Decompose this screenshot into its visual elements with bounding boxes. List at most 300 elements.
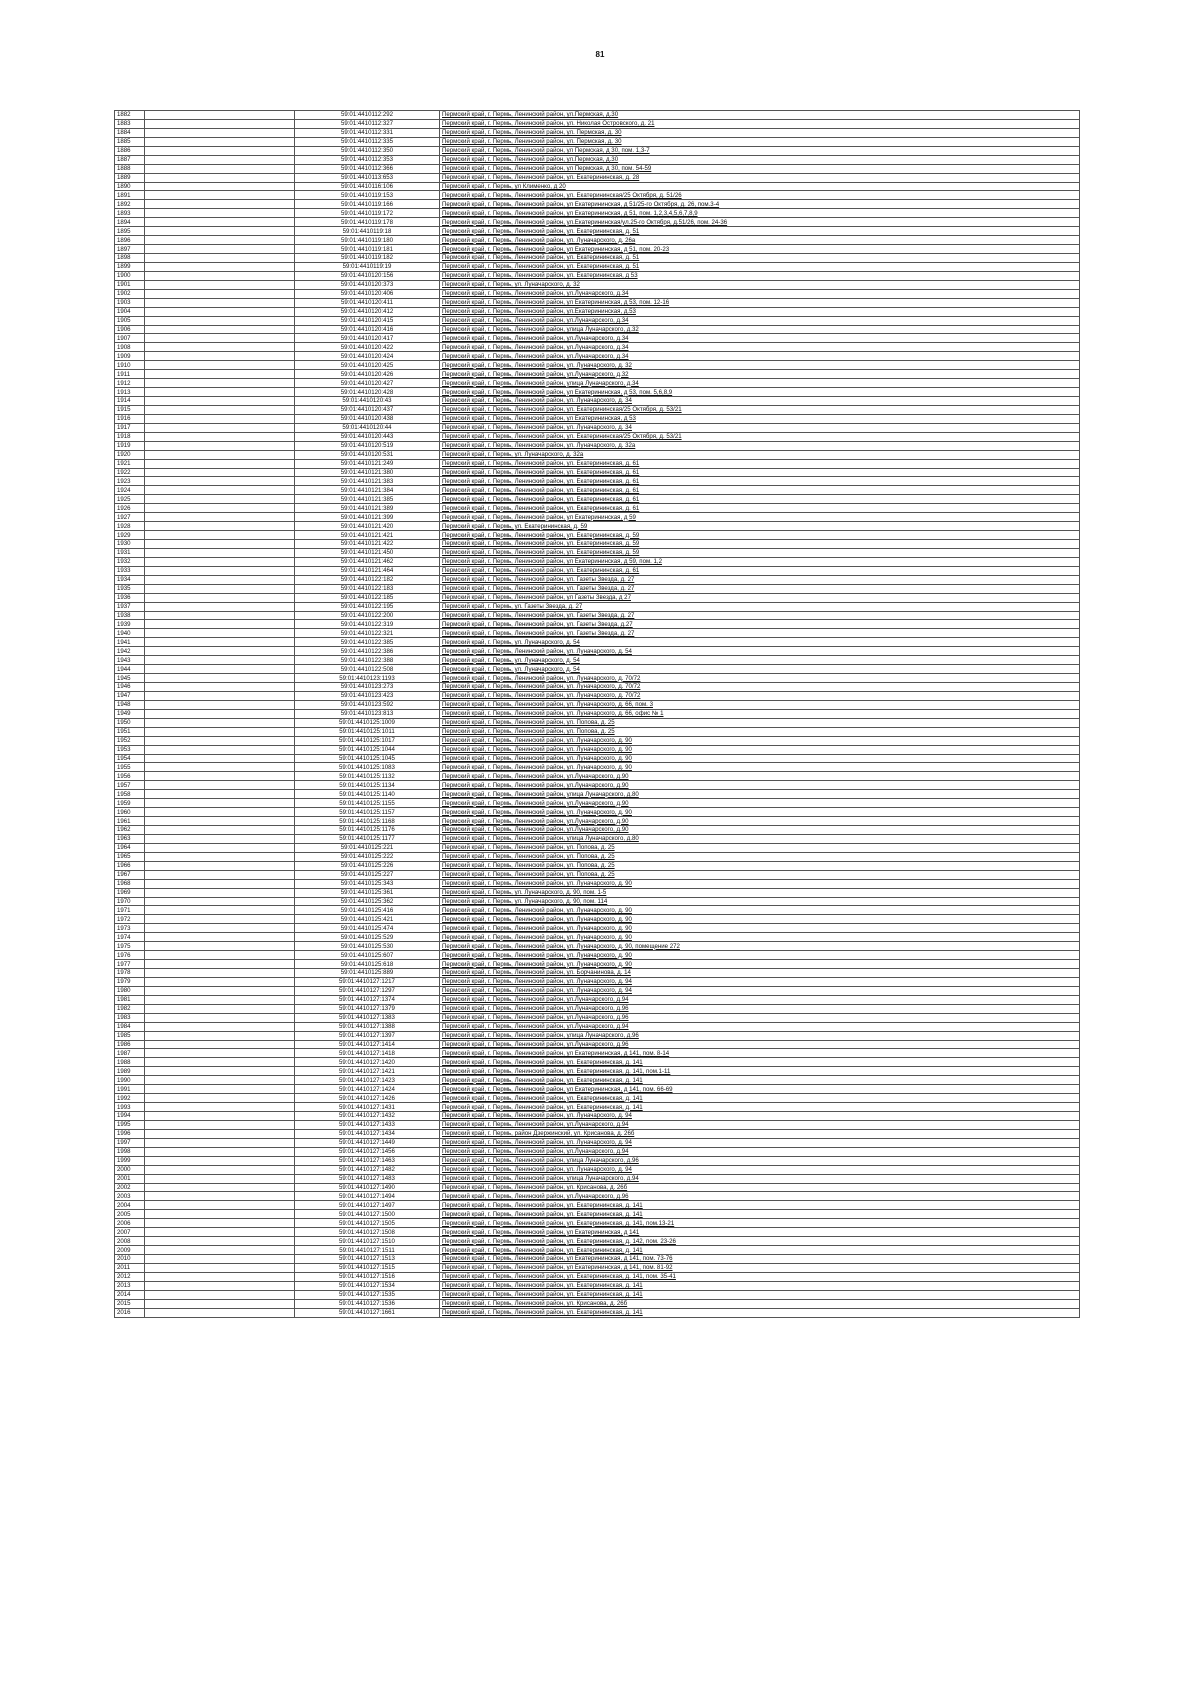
- cadastral-number: 59:01:4410120:43: [295, 397, 440, 406]
- empty-cell: [145, 718, 295, 727]
- table-row: [115, 834, 1080, 843]
- empty-cell: [145, 262, 295, 271]
- address: Пермский край, г. Пермь, Ленинский район, улица Луначарского, д.32: [440, 325, 1080, 334]
- address: Пермский край, г. Пермь, Ленинский район, улица Луначарского, д.80: [440, 790, 1080, 799]
- registry-table-body: [115, 111, 1080, 1318]
- address: Пермский край, г. Пермь, район Дзержинский, ул. Крисанова, д. 26б: [440, 1129, 1080, 1138]
- row-number: 1931: [115, 548, 145, 557]
- empty-cell: [145, 897, 295, 906]
- cadastral-number: 59:01:4410127:1482: [295, 1165, 440, 1174]
- row-number: 1930: [115, 540, 145, 549]
- row-number: 1897: [115, 245, 145, 254]
- table-row: [115, 1138, 1080, 1147]
- table-row: [115, 790, 1080, 799]
- address: Пермский край, г. Пермь, Ленинский район, ул Екатерининская, д 51, пом. 20-23: [440, 245, 1080, 254]
- row-number: 2009: [115, 1246, 145, 1255]
- cadastral-number: 59:01:4410125:362: [295, 897, 440, 906]
- table-row: [115, 611, 1080, 620]
- cadastral-number: 59:01:4410122:185: [295, 593, 440, 602]
- empty-cell: [145, 566, 295, 575]
- row-number: 1917: [115, 423, 145, 432]
- address: Пермский край, г. Пермь, Ленинский район, ул. Пермская, д. 30: [440, 137, 1080, 146]
- table-row: [115, 468, 1080, 477]
- cadastral-number: 59:01:4410127:1535: [295, 1290, 440, 1299]
- row-number: 2011: [115, 1263, 145, 1272]
- cadastral-number: 59:01:4410127:1432: [295, 1112, 440, 1121]
- cadastral-number: 59:01:4410127:1456: [295, 1147, 440, 1156]
- row-number: 1954: [115, 754, 145, 763]
- address: Пермский край, г. Пермь, Ленинский район, ул. Екатерининская, д. 141, пом.1-11: [440, 1067, 1080, 1076]
- empty-cell: [145, 1067, 295, 1076]
- empty-cell: [145, 164, 295, 173]
- table-row: [115, 370, 1080, 379]
- cadastral-number: 59:01:4410127:1434: [295, 1129, 440, 1138]
- row-number: 1890: [115, 182, 145, 191]
- table-row: [115, 638, 1080, 647]
- table-row: [115, 763, 1080, 772]
- row-number: 2001: [115, 1174, 145, 1183]
- table-row: [115, 826, 1080, 835]
- table-row: [115, 1156, 1080, 1165]
- row-number: 1903: [115, 298, 145, 307]
- address: Пермский край, г. Пермь, Ленинский район, ул. Газеты Звезда, д. 27: [440, 629, 1080, 638]
- table-row: [115, 870, 1080, 879]
- table-row: [115, 405, 1080, 414]
- empty-cell: [145, 960, 295, 969]
- table-row: [115, 441, 1080, 450]
- empty-cell: [145, 343, 295, 352]
- empty-cell: [145, 236, 295, 245]
- table-row: [115, 593, 1080, 602]
- empty-cell: [145, 316, 295, 325]
- empty-cell: [145, 1219, 295, 1228]
- row-number: 1892: [115, 200, 145, 209]
- row-number: 1942: [115, 647, 145, 656]
- cadastral-number: 59:01:4410120:424: [295, 352, 440, 361]
- table-row: [115, 1299, 1080, 1308]
- address: Пермский край, г. Пермь, Ленинский район, ул. Луначарского, д. 90: [440, 924, 1080, 933]
- row-number: 1991: [115, 1085, 145, 1094]
- empty-cell: [145, 1246, 295, 1255]
- cadastral-number: 59:01:4410127:1516: [295, 1272, 440, 1281]
- row-number: 1997: [115, 1138, 145, 1147]
- empty-cell: [145, 817, 295, 826]
- empty-cell: [145, 531, 295, 540]
- row-number: 1932: [115, 557, 145, 566]
- empty-cell: [145, 1263, 295, 1272]
- cadastral-number: 59:01:4410123:813: [295, 709, 440, 718]
- cadastral-number: 59:01:4410127:1397: [295, 1031, 440, 1040]
- address: Пермский край, г. Пермь, Ленинский район, ул. Луначарского, д. 90: [440, 754, 1080, 763]
- table-row: [115, 745, 1080, 754]
- address: Пермский край, г. Пермь, Ленинский район, ул. Луначарского, д. 66, офис № 1: [440, 709, 1080, 718]
- cadastral-number: 59:01:4410112:353: [295, 155, 440, 164]
- cadastral-number: 59:01:4410125:1176: [295, 826, 440, 835]
- address: Пермский край, г. Пермь, Ленинский район, ул.Луначарского, д.94: [440, 1147, 1080, 1156]
- address: Пермский край, г. Пермь, ул. Луначарского, д. 32а: [440, 450, 1080, 459]
- table-row: [115, 164, 1080, 173]
- empty-cell: [145, 128, 295, 137]
- empty-cell: [145, 969, 295, 978]
- empty-cell: [145, 1281, 295, 1290]
- table-row: [115, 754, 1080, 763]
- address: Пермский край, г. Пермь, Ленинский район, ул. Луначарского, д. 94: [440, 986, 1080, 995]
- row-number: 1985: [115, 1031, 145, 1040]
- empty-cell: [145, 691, 295, 700]
- cadastral-number: 59:01:4410127:1508: [295, 1228, 440, 1237]
- cadastral-number: 59:01:4410120:428: [295, 388, 440, 397]
- row-number: 1889: [115, 173, 145, 182]
- row-number: 1899: [115, 262, 145, 271]
- table-row: [115, 182, 1080, 191]
- table-row: [115, 691, 1080, 700]
- cadastral-number: 59:01:4410127:1383: [295, 1013, 440, 1022]
- empty-cell: [145, 826, 295, 835]
- address: Пермский край, г. Пермь, Ленинский район, ул.Луначарского, д.32: [440, 370, 1080, 379]
- table-row: [115, 1103, 1080, 1112]
- cadastral-number: 59:01:4410122:200: [295, 611, 440, 620]
- cadastral-number: 59:01:4410119:181: [295, 245, 440, 254]
- table-row: [115, 298, 1080, 307]
- empty-cell: [145, 504, 295, 513]
- address: Пермский край, г. Пермь, Ленинский район, ул. Луначарского, д. 90: [440, 745, 1080, 754]
- address: Пермский край, г. Пермь, Ленинский район, ул Екатерининская, д 53, пом. 5,6,8,9: [440, 388, 1080, 397]
- row-number: 1938: [115, 611, 145, 620]
- table-row: [115, 1237, 1080, 1246]
- row-number: 1967: [115, 870, 145, 879]
- empty-cell: [145, 352, 295, 361]
- cadastral-number: 59:01:4410120:438: [295, 414, 440, 423]
- row-number: 1992: [115, 1094, 145, 1103]
- empty-cell: [145, 852, 295, 861]
- address: Пермский край, г. Пермь, Ленинский район, ул. Луначарского, д. 70/72: [440, 683, 1080, 692]
- table-row: [115, 146, 1080, 155]
- table-row: [115, 1263, 1080, 1272]
- cadastral-number: 59:01:4410122:182: [295, 575, 440, 584]
- row-number: 1886: [115, 146, 145, 155]
- cadastral-number: 59:01:4410127:1217: [295, 977, 440, 986]
- empty-cell: [145, 441, 295, 450]
- table-row: [115, 772, 1080, 781]
- row-number: 2010: [115, 1255, 145, 1264]
- row-number: 1955: [115, 763, 145, 772]
- address: Пермский край, г. Пермь, Ленинский район, ул. Екатерининская, д. 141: [440, 1058, 1080, 1067]
- empty-cell: [145, 709, 295, 718]
- address: Пермский край, г. Пермь, Ленинский район, ул Екатерининская, д 53: [440, 414, 1080, 423]
- cadastral-number: 59:01:4410119:19: [295, 262, 440, 271]
- cadastral-number: 59:01:4410127:1414: [295, 1040, 440, 1049]
- address: Пермский край, г. Пермь, Ленинский район, ул. Крисанова, д. 26б: [440, 1183, 1080, 1192]
- row-number: 1910: [115, 361, 145, 370]
- cadastral-number: 59:01:4410125:1083: [295, 763, 440, 772]
- address: Пермский край, г. Пермь, Ленинский район, ул. Борчанинова, д. 14: [440, 969, 1080, 978]
- table-row: [115, 334, 1080, 343]
- empty-cell: [145, 977, 295, 986]
- empty-cell: [145, 137, 295, 146]
- row-number: 1979: [115, 977, 145, 986]
- table-row: [115, 1246, 1080, 1255]
- table-row: [115, 379, 1080, 388]
- table-row: [115, 969, 1080, 978]
- empty-cell: [145, 486, 295, 495]
- address: Пермский край, г. Пермь, Ленинский район, ул. Екатерининская, д. 61: [440, 504, 1080, 513]
- table-row: [115, 128, 1080, 137]
- row-number: 1896: [115, 236, 145, 245]
- cadastral-number: 59:01:4410125:1044: [295, 745, 440, 754]
- cadastral-number: 59:01:4410127:1421: [295, 1067, 440, 1076]
- table-row: [115, 1013, 1080, 1022]
- table-row: [115, 683, 1080, 692]
- address: Пермский край, г. Пермь, Ленинский район, ул.Луначарского, д.90: [440, 772, 1080, 781]
- row-number: 1888: [115, 164, 145, 173]
- cadastral-number: 59:01:4410122:195: [295, 602, 440, 611]
- address: Пермский край, г. Пермь, ул. Луначарского, д. 90, пом. 114: [440, 897, 1080, 906]
- row-number: 1950: [115, 718, 145, 727]
- cadastral-number: 59:01:4410119:166: [295, 200, 440, 209]
- empty-cell: [145, 1183, 295, 1192]
- empty-cell: [145, 611, 295, 620]
- address: Пермский край, г. Пермь, Ленинский район, ул. Луначарского, д. 90: [440, 906, 1080, 915]
- row-number: 1968: [115, 879, 145, 888]
- address: Пермский край, г. Пермь, Ленинский район, ул. Екатерининская, д 53: [440, 271, 1080, 280]
- row-number: 1922: [115, 468, 145, 477]
- address: Пермский край, г. Пермь, Ленинский район, ул Газеты Звезда, д 27: [440, 593, 1080, 602]
- row-number: 1902: [115, 289, 145, 298]
- empty-cell: [145, 1049, 295, 1058]
- row-number: 1960: [115, 808, 145, 817]
- address: Пермский край, г. Пермь, Ленинский район, ул.Луначарского, д.94: [440, 995, 1080, 1004]
- address: Пермский край, г. Пермь, Ленинский район, ул.Луначарского, д.90: [440, 817, 1080, 826]
- row-number: 1904: [115, 307, 145, 316]
- address: Пермский край, г. Пермь, Ленинский район, ул. Луначарского, д. 90: [440, 763, 1080, 772]
- row-number: 1966: [115, 861, 145, 870]
- address: Пермский край, г. Пермь, Ленинский район, ул.Пермская, д.30: [440, 111, 1080, 120]
- table-row: [115, 951, 1080, 960]
- row-number: 1936: [115, 593, 145, 602]
- empty-cell: [145, 700, 295, 709]
- cadastral-number: 59:01:4410121:421: [295, 531, 440, 540]
- cadastral-number: 59:01:4410125:1168: [295, 817, 440, 826]
- empty-cell: [145, 495, 295, 504]
- row-number: 1978: [115, 969, 145, 978]
- table-row: [115, 602, 1080, 611]
- address: Пермский край, г. Пермь, Ленинский район, ул.Луначарского, д.34: [440, 352, 1080, 361]
- table-row: [115, 352, 1080, 361]
- cadastral-number: 59:01:4410127:1513: [295, 1255, 440, 1264]
- empty-cell: [145, 647, 295, 656]
- empty-cell: [145, 254, 295, 263]
- empty-cell: [145, 155, 295, 164]
- address: Пермский край, г. Пермь, Ленинский район, ул. Луначарского, д. 90: [440, 933, 1080, 942]
- row-number: 2007: [115, 1228, 145, 1237]
- row-number: 1961: [115, 817, 145, 826]
- empty-cell: [145, 468, 295, 477]
- cadastral-number: 59:01:4410127:1536: [295, 1299, 440, 1308]
- empty-cell: [145, 200, 295, 209]
- row-number: 1893: [115, 209, 145, 218]
- page-number: 81: [595, 50, 605, 59]
- row-number: 1973: [115, 924, 145, 933]
- cadastral-number: 59:01:4410127:1483: [295, 1174, 440, 1183]
- address: Пермский край, г. Пермь, Ленинский район, ул Екатерининская, д 51/25-го Октября, д. 26, пом.3-4: [440, 200, 1080, 209]
- cadastral-number: 59:01:4410127:1423: [295, 1076, 440, 1085]
- address: Пермский край, г. Пермь, Ленинский район, ул. Луначарского, д. 70/72: [440, 674, 1080, 683]
- empty-cell: [145, 397, 295, 406]
- address: Пермский край, г. Пермь, Ленинский район, ул. Луначарского, д. 90: [440, 808, 1080, 817]
- row-number: 1990: [115, 1076, 145, 1085]
- empty-cell: [145, 1147, 295, 1156]
- row-number: 1945: [115, 674, 145, 683]
- cadastral-number: 59:01:4410120:406: [295, 289, 440, 298]
- empty-cell: [145, 432, 295, 441]
- empty-cell: [145, 754, 295, 763]
- row-number: 1911: [115, 370, 145, 379]
- empty-cell: [145, 1201, 295, 1210]
- address: Пермский край, г. Пермь, Ленинский район, ул.Луначарского, д.90: [440, 799, 1080, 808]
- empty-cell: [145, 1094, 295, 1103]
- address: Пермский край, г. Пермь, Ленинский район, ул. Крисанова, д. 26б: [440, 1299, 1080, 1308]
- row-number: 1891: [115, 191, 145, 200]
- cadastral-number: 59:01:4410120:426: [295, 370, 440, 379]
- table-row: [115, 808, 1080, 817]
- table-row: [115, 388, 1080, 397]
- row-number: 1977: [115, 960, 145, 969]
- row-number: 1913: [115, 388, 145, 397]
- table-row: [115, 1049, 1080, 1058]
- address: Пермский край, г. Пермь, Ленинский район, ул. Попова, д. 25: [440, 852, 1080, 861]
- cadastral-number: 59:01:4410120:415: [295, 316, 440, 325]
- empty-cell: [145, 370, 295, 379]
- address: Пермский край, г. Пермь, Ленинский район, ул. Луначарского, д. 94: [440, 977, 1080, 986]
- row-number: 1957: [115, 781, 145, 790]
- cadastral-number: 59:01:4410120:417: [295, 334, 440, 343]
- cadastral-number: 59:01:4410125:1009: [295, 718, 440, 727]
- row-number: 1937: [115, 602, 145, 611]
- cadastral-number: 59:01:4410127:1505: [295, 1219, 440, 1228]
- row-number: 1895: [115, 227, 145, 236]
- row-number: 2015: [115, 1299, 145, 1308]
- empty-cell: [145, 834, 295, 843]
- empty-cell: [145, 1013, 295, 1022]
- cadastral-number: 59:01:4410125:343: [295, 879, 440, 888]
- cadastral-number: 59:01:4410120:44: [295, 423, 440, 432]
- empty-cell: [145, 727, 295, 736]
- address: Пермский край, г. Пермь, Ленинский район, ул. Луначарского, д. 26а: [440, 236, 1080, 245]
- cadastral-number: 59:01:4410127:1661: [295, 1308, 440, 1317]
- table-row: [115, 432, 1080, 441]
- cadastral-number: 59:01:4410120:416: [295, 325, 440, 334]
- row-number: 1885: [115, 137, 145, 146]
- table-row: [115, 799, 1080, 808]
- address: Пермский край, г. Пермь, Ленинский район, ул.Луначарского, д.90: [440, 826, 1080, 835]
- row-number: 2003: [115, 1192, 145, 1201]
- table-row: [115, 316, 1080, 325]
- table-row: [115, 477, 1080, 486]
- address: Пермский край, г. Пермь, Ленинский район, ул. Екатерининская, д. 141: [440, 1076, 1080, 1085]
- table-row: [115, 1201, 1080, 1210]
- row-number: 1916: [115, 414, 145, 423]
- address: Пермский край, г. Пермь, Ленинский район, ул Екатерининская, д 51, пом. 1,2,3,4,5,6,7,8,9: [440, 209, 1080, 218]
- cadastral-number: 59:01:4410121:422: [295, 540, 440, 549]
- table-row: [115, 584, 1080, 593]
- table-row: [115, 1308, 1080, 1317]
- table-row: [115, 1094, 1080, 1103]
- address: Пермский край, г. Пермь, Ленинский район, ул. Николая Островского, д. 21: [440, 119, 1080, 128]
- row-number: 1995: [115, 1120, 145, 1129]
- address: Пермский край, г. Пермь, Ленинский район, ул. Екатерининская, д. 61: [440, 468, 1080, 477]
- cadastral-number: 59:01:4410122:319: [295, 620, 440, 629]
- cadastral-number: 59:01:4410125:1011: [295, 727, 440, 736]
- row-number: 1939: [115, 620, 145, 629]
- address: Пермский край, г. Пермь, Ленинский район, ул. Попова, д. 25: [440, 870, 1080, 879]
- empty-cell: [145, 173, 295, 182]
- cadastral-number: 59:01:4410112:366: [295, 164, 440, 173]
- table-row: [115, 1067, 1080, 1076]
- address: Пермский край, г. Пермь, ул. Луначарского, д. 54: [440, 656, 1080, 665]
- address: Пермский край, г. Пермь, Ленинский район, ул. Екатерининская/25 Октября, д. 51/26: [440, 191, 1080, 200]
- cadastral-number: 59:01:4410123:1193: [295, 674, 440, 683]
- table-row: [115, 1058, 1080, 1067]
- row-number: 2016: [115, 1308, 145, 1317]
- cadastral-number: 59:01:4410125:221: [295, 843, 440, 852]
- empty-cell: [145, 1129, 295, 1138]
- table-row: [115, 280, 1080, 289]
- address: Пермский край, г. Пермь, Ленинский район, ул Екатерининская, д 59, пом. 1,2: [440, 557, 1080, 566]
- table-row: [115, 709, 1080, 718]
- table-row: [115, 548, 1080, 557]
- address: Пермский край, г. Пермь, Ленинский район, ул. Луначарского, д. 54: [440, 647, 1080, 656]
- cadastral-number: 59:01:4410127:1426: [295, 1094, 440, 1103]
- cadastral-number: 59:01:4410127:1379: [295, 1004, 440, 1013]
- cadastral-number: 59:01:4410122:385: [295, 638, 440, 647]
- address: Пермский край, г. Пермь, ул. Луначарского, д. 90, пом. 1-5: [440, 888, 1080, 897]
- cadastral-number: 59:01:4410120:443: [295, 432, 440, 441]
- table-row: [115, 700, 1080, 709]
- table-row: [115, 119, 1080, 128]
- cadastral-number: 59:01:4410121:389: [295, 504, 440, 513]
- table-row: [115, 200, 1080, 209]
- table-row: [115, 575, 1080, 584]
- row-number: 2006: [115, 1219, 145, 1228]
- table-row: [115, 459, 1080, 468]
- cadastral-number: 59:01:4410123:423: [295, 691, 440, 700]
- row-number: 1953: [115, 745, 145, 754]
- cadastral-number: 59:01:4410125:1132: [295, 772, 440, 781]
- row-number: 2008: [115, 1237, 145, 1246]
- table-row: [115, 513, 1080, 522]
- table-row: [115, 209, 1080, 218]
- empty-cell: [145, 656, 295, 665]
- table-row: [115, 343, 1080, 352]
- address: Пермский край, г. Пермь, ул. Луначарского, д. 54: [440, 638, 1080, 647]
- empty-cell: [145, 620, 295, 629]
- cadastral-number: 59:01:4410125:226: [295, 861, 440, 870]
- address: Пермский край, г. Пермь, Ленинский район, ул. Луначарского, д. 90: [440, 960, 1080, 969]
- table-row: [115, 289, 1080, 298]
- address: Пермский край, г. Пермь, Ленинский район, ул.Луначарского, д.34: [440, 289, 1080, 298]
- address: Пермский край, г. Пермь, Ленинский район, ул. Екатерининская, д. 141: [440, 1281, 1080, 1290]
- address: Пермский край, г. Пермь, Ленинский район, ул Екатерининская, д 141: [440, 1228, 1080, 1237]
- empty-cell: [145, 540, 295, 549]
- empty-cell: [145, 1031, 295, 1040]
- empty-cell: [145, 298, 295, 307]
- row-number: 1981: [115, 995, 145, 1004]
- address: Пермский край, г. Пермь, Ленинский район, ул.Екатерининская/ул.25-го Октября, д.51/26, пом. 24-36: [440, 218, 1080, 227]
- empty-cell: [145, 593, 295, 602]
- empty-cell: [145, 334, 295, 343]
- table-row: [115, 843, 1080, 852]
- empty-cell: [145, 995, 295, 1004]
